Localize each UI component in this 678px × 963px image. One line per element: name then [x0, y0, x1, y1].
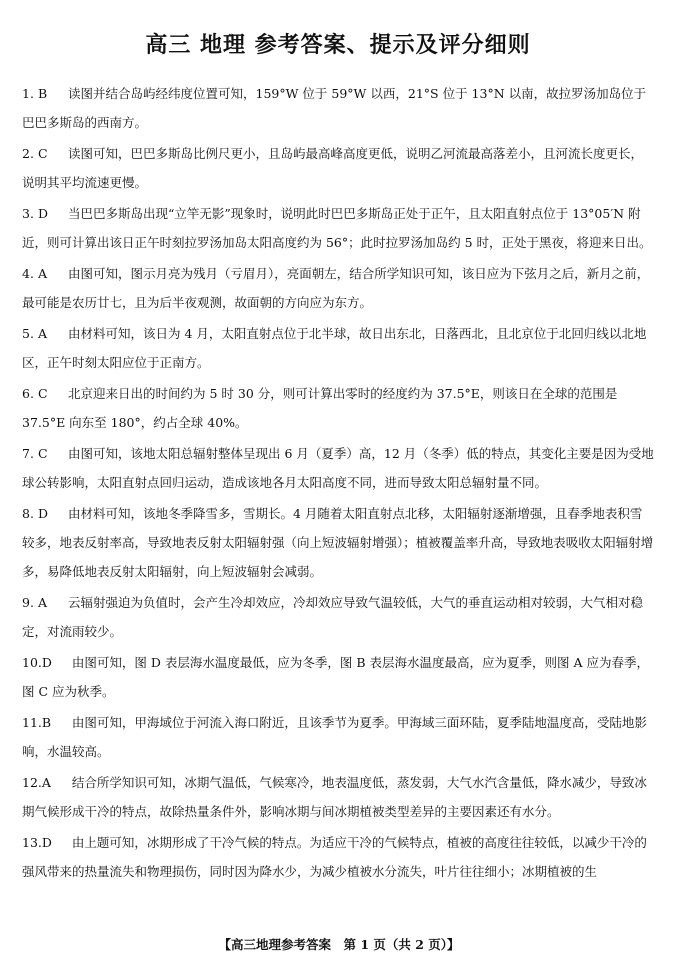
answer-item: [22, 79, 654, 137]
answer-letter: B: [41, 715, 52, 730]
question-number: 3.: [22, 206, 34, 221]
explanation-text: 由图可知，图 D 表层海水温度最低，应为冬季，图 B 表层海水温度最高，应为夏季，则图 A 应为春季，图 C 应为秋季。: [22, 655, 649, 699]
answer-item: [22, 139, 654, 197]
explanation-text: 由图可知，甲海域位于河流入海口附近，且该季节为夏季。甲海域三面环陆，夏季陆地温度高，受陆地影响，水温较高。: [22, 715, 647, 759]
explanation-text: 由图可知，图示月亮为残月（亏眉月），亮面朝左，结合所学知识可知，该日应为下弦月之后，新月之前，最可能是农历廿七，且为后半夜观测，故面朝的方向应为东方。: [22, 266, 650, 310]
answer-letter: D: [41, 835, 52, 850]
answer-letter: D: [38, 506, 49, 521]
answer-item: [22, 499, 654, 586]
answer-list: [22, 79, 654, 886]
explanation-text: 结合所学知识可知，冰期气温低，气候寒冷，地表温度低，蒸发弱，大气水汽含量低，降水减少，导致冰期气候形成干冷的特点，故除热量条件外，影响冰期与间冰期植被类型差异的主要因素还有水分。: [22, 775, 647, 819]
question-number: 7.: [22, 446, 34, 461]
page-footer: 【高三地理参考答案 第 1 页（共 2 页）】: [218, 937, 460, 952]
answer-item: [22, 588, 654, 646]
question-number: 2.: [22, 146, 34, 161]
answer-item: [22, 708, 654, 766]
answer-letter: D: [41, 655, 52, 670]
question-number: 5.: [22, 326, 34, 341]
answer-item: [22, 199, 654, 257]
answer-letter: C: [38, 446, 48, 461]
answer-letter: B: [38, 86, 48, 101]
answer-item: [22, 319, 654, 377]
question-number: 1.: [22, 86, 34, 101]
answer-item: [22, 379, 654, 437]
explanation-text: 由上题可知，冰期形成了干冷气候的特点。为适应干冷的气候特点，植被的高度往往较低，以减少干冷的强风带来的热量流失和物理损伤，同时因为降水少，为减少植被水分流失，叶片往往细小；冰期植被的生: [22, 835, 647, 879]
question-number: 6.: [22, 386, 34, 401]
question-number: 10.: [22, 655, 42, 670]
question-number: 13.: [22, 835, 42, 850]
explanation-text: 当巴巴多斯岛出现“立竿无影”现象时，说明此时巴巴多斯岛正处于正午，且太阳直射点位于 13°05′N 附近，则可计算出该日正午时刻拉罗汤加岛太阳高度约为 56°；此时拉罗汤加岛约 5 时，正处于黑夜，将迎来日出。: [22, 206, 652, 250]
question-number: 9.: [22, 595, 34, 610]
answer-item: [22, 259, 654, 317]
explanation-text: 读图并结合岛屿经纬度位置可知，159°W 位于 59°W 以西，21°S 位于 13°N 以南，故拉罗汤加岛位于巴巴多斯岛的西南方。: [22, 86, 647, 130]
answer-letter: A: [41, 775, 51, 790]
answer-letter: A: [38, 595, 48, 610]
explanation-text: 由材料可知，该日为 4 月，太阳直射点位于北半球，故日出东北，日落西北，且北京位于北回归线以北地区，正午时刻太阳应位于正南方。: [22, 326, 647, 370]
question-number: 12.: [22, 775, 42, 790]
question-number: 8.: [22, 506, 34, 521]
answer-letter: A: [38, 266, 48, 281]
question-number: 11.: [22, 715, 42, 730]
explanation-text: 由图可知，该地太阳总辐射整体呈现出 6 月（夏季）高，12 月（冬季）低的特点，其变化主要是因为受地球公转影响，太阳直射点回归运动，造成该地各月太阳高度不同，进而导致太阳总辐射量不同。: [22, 446, 654, 490]
explanation-text: 由材料可知，该地冬季降雪多，雪期长。4 月随着太阳直射点北移，太阳辐射逐渐增强，且春季地表积雪较多，地表反射率高，导致地表反射太阳辐射强（向上短波辐射增强）；植被覆盖率升高，导致地表吸收太阳辐射增多，易降低地表反射太阳辐射，向上短波辐射会减弱。: [22, 506, 654, 579]
answer-letter: A: [38, 326, 48, 341]
answer-letter: C: [38, 386, 48, 401]
answer-item: [22, 768, 654, 826]
page-title: 高三 地理 参考答案、提示及评分细则: [145, 32, 531, 58]
answer-item: [22, 828, 654, 886]
answer-letter: D: [38, 206, 49, 221]
question-number: 4.: [22, 266, 34, 281]
explanation-text: 北京迎来日出的时间约为 5 时 30 分，则可计算出零时的经度约为 37.5°E，则该日在全球的范围是 37.5°E 向东至 180°，约占全球 40%。: [22, 386, 618, 430]
answer-letter: C: [38, 146, 48, 161]
explanation-text: 读图可知，巴巴多斯岛比例尺更小，且岛屿最高峰高度更低，说明乙河流最高落差小，且河流长度更长，说明其平均流速更慢。: [22, 146, 644, 190]
answer-item: [22, 439, 654, 497]
explanation-text: 云辐射强迫为负值时，会产生冷却效应，冷却效应导致气温较低，大气的垂直运动相对较弱，大气相对稳定，对流雨较少。: [22, 595, 644, 639]
answer-item: [22, 648, 654, 706]
